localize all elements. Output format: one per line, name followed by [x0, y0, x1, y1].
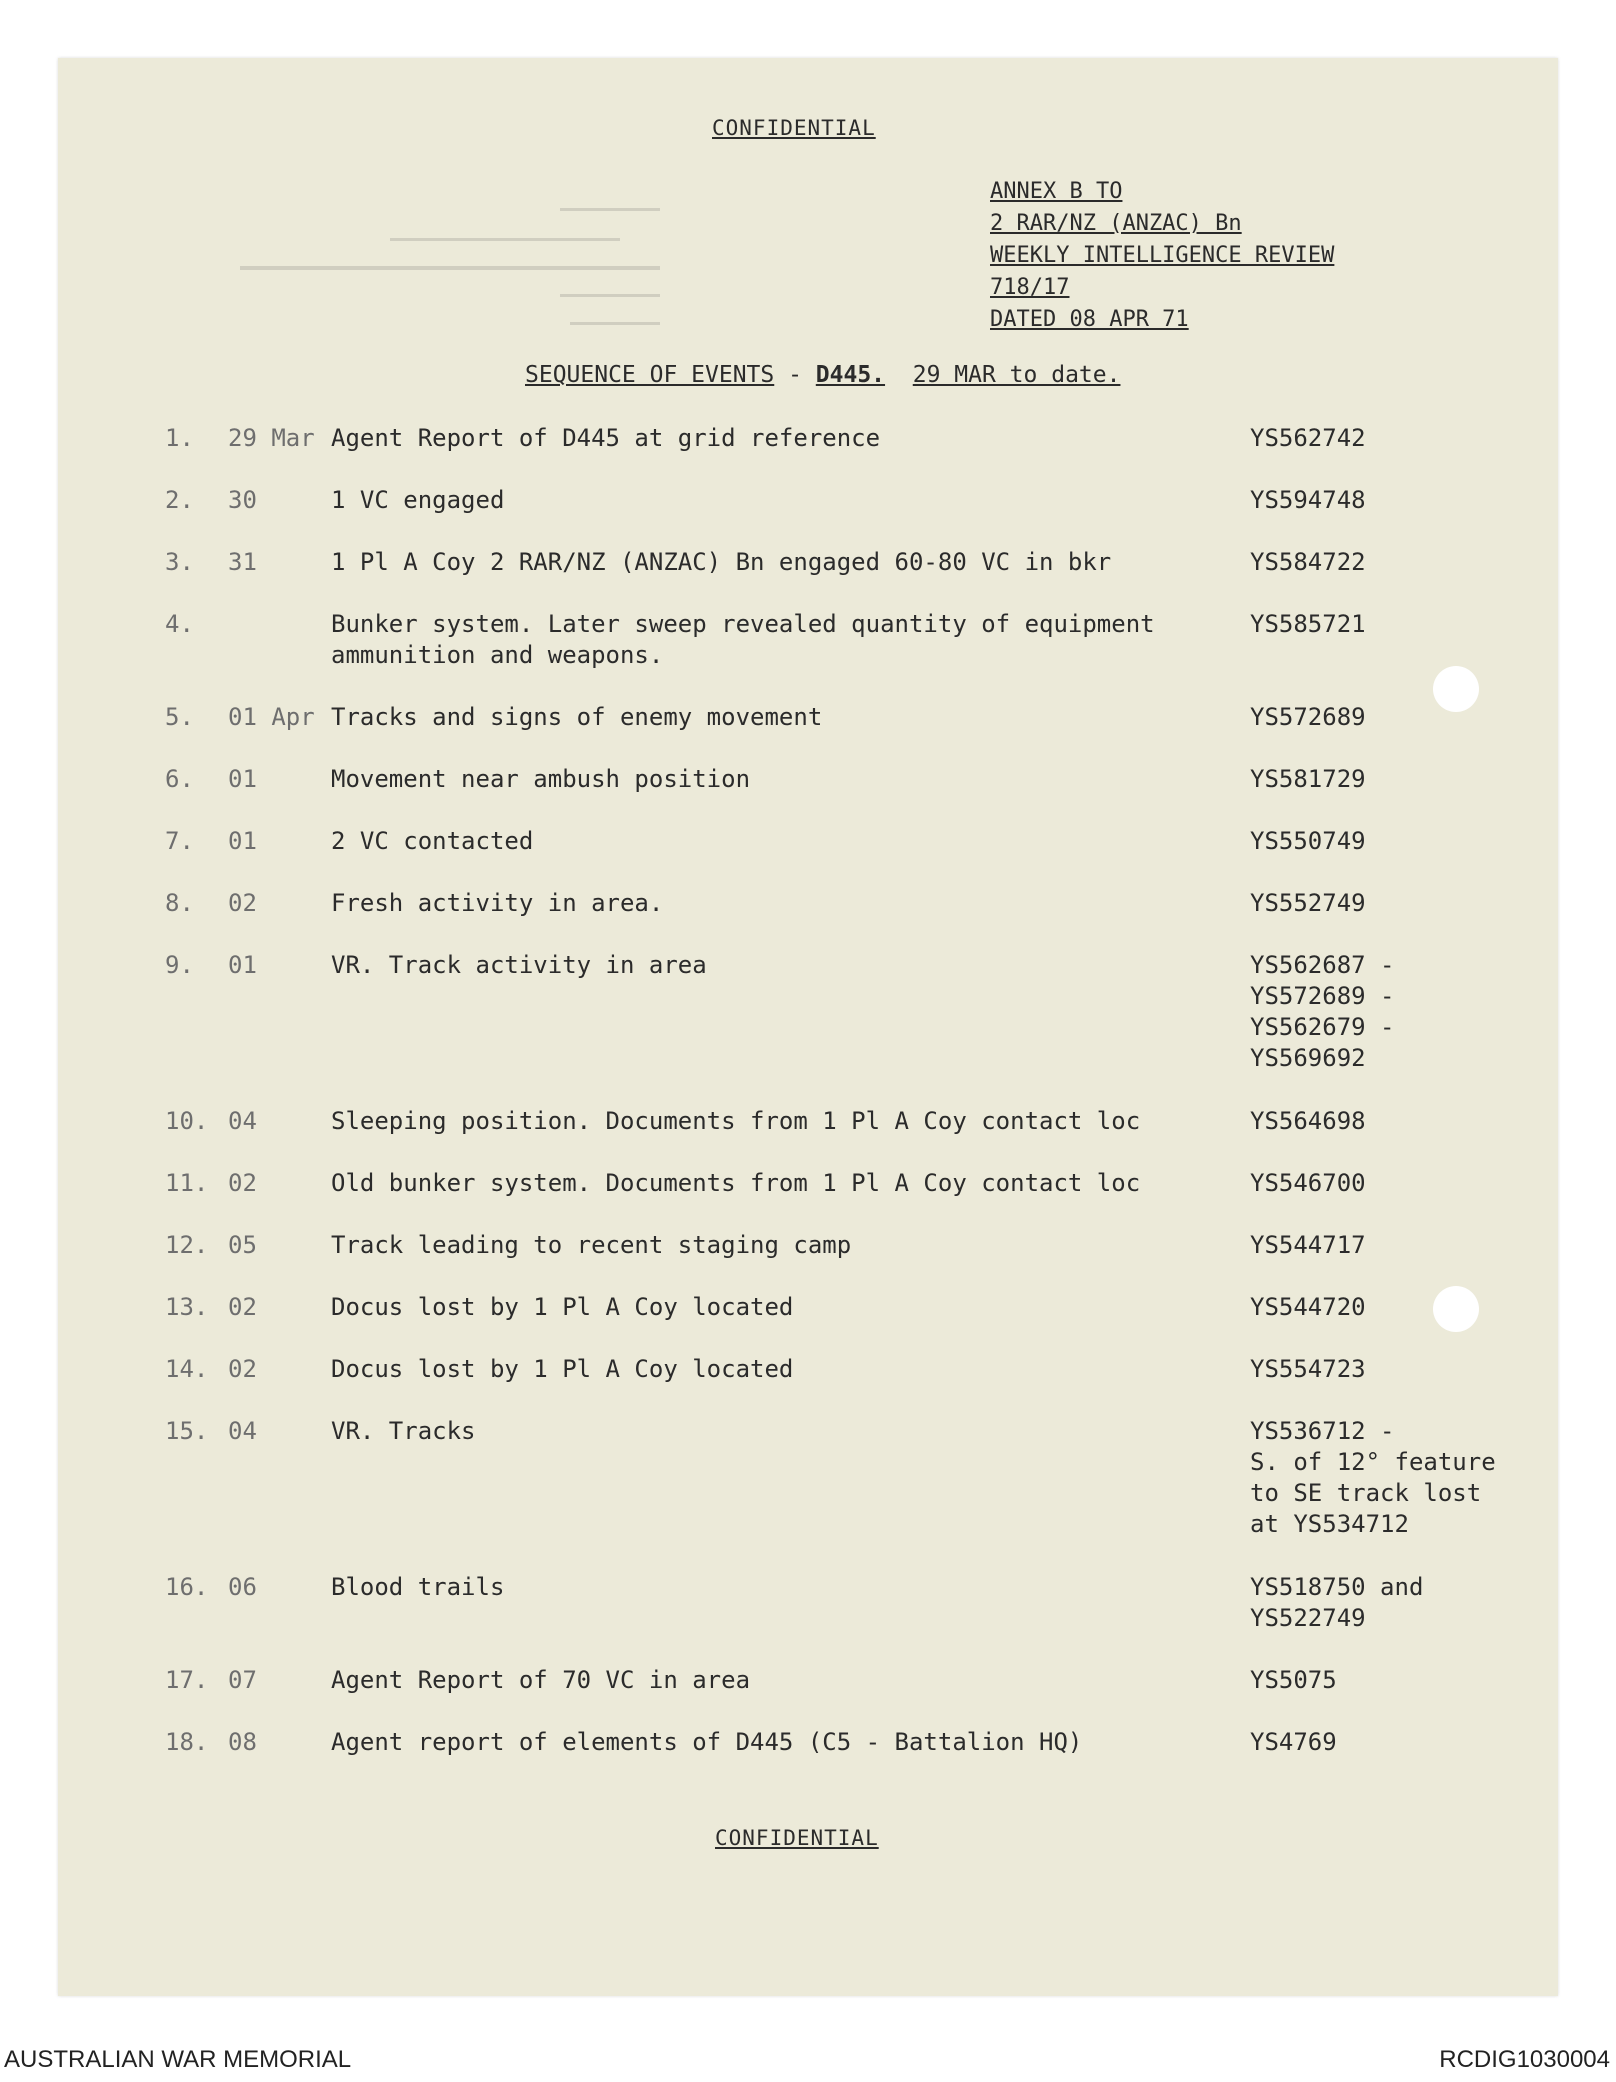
- title-prefix: SEQUENCE OF EVENTS: [525, 362, 775, 388]
- event-date: 04: [228, 1417, 257, 1445]
- event-number: 15.: [165, 1417, 209, 1445]
- event-description: Agent Report of 70 VC in area: [331, 1666, 751, 1694]
- event-number: 12.: [165, 1231, 209, 1259]
- event-description: Bunker system. Later sweep revealed quantity of equipment ammunition and weapons.: [331, 610, 1155, 669]
- event-description: Tracks and signs of enemy movement: [331, 703, 823, 731]
- event-number: 11.: [165, 1169, 209, 1197]
- event-grid-reference: YS594748: [1250, 486, 1366, 514]
- annex-line: 718/17: [990, 275, 1070, 300]
- event-number: 3.: [165, 548, 194, 576]
- event-description: Blood trails: [331, 1573, 505, 1601]
- event-number: 7.: [165, 827, 194, 855]
- event-date: 02: [228, 1355, 257, 1383]
- page-title: [525, 362, 1120, 388]
- event-date: 06: [228, 1573, 257, 1601]
- event-grid-reference: YS581729: [1250, 765, 1366, 793]
- event-number: 10.: [165, 1107, 209, 1135]
- event-number: 4.: [165, 610, 194, 638]
- annex-line: ANNEX B TO: [990, 179, 1123, 204]
- event-description: Track leading to recent staging camp: [331, 1231, 852, 1259]
- event-grid-reference: YS544720: [1250, 1293, 1366, 1321]
- event-grid-reference: YS518750 and YS522749: [1250, 1573, 1424, 1632]
- event-grid-reference: YS585721: [1250, 610, 1366, 638]
- event-description: 1 Pl A Coy 2 RAR/NZ (ANZAC) Bn engaged 60-80 VC in bkr: [331, 548, 1112, 576]
- event-grid-reference: YS552749: [1250, 889, 1366, 917]
- event-description: 1 VC engaged: [331, 486, 505, 514]
- event-date: 01: [228, 951, 257, 979]
- event-description: Old bunker system. Documents from 1 Pl A Coy contact loc: [331, 1169, 1141, 1197]
- event-description: VR. Track activity in area: [331, 951, 707, 979]
- event-description: Docus lost by 1 Pl A Coy located: [331, 1293, 794, 1321]
- title-dash: -: [774, 362, 816, 388]
- annex-reference-block: [990, 176, 1334, 336]
- event-grid-reference: YS536712 - S. of 12° feature to SE track lost at YS534712: [1250, 1417, 1496, 1538]
- event-number: 18.: [165, 1728, 209, 1756]
- event-number: 17.: [165, 1666, 209, 1694]
- classification-top: CONFIDENTIAL: [712, 116, 876, 140]
- event-date: 01 Apr: [228, 703, 315, 731]
- event-date: 30: [228, 486, 257, 514]
- punch-hole-top: [1433, 666, 1479, 712]
- show-through-marks: [240, 200, 680, 340]
- event-number: 9.: [165, 951, 194, 979]
- classification-bottom: CONFIDENTIAL: [715, 1826, 879, 1850]
- event-description: Fresh activity in area.: [331, 889, 664, 917]
- annex-date: DATED 08 APR 71: [990, 307, 1189, 332]
- footer-left: AUSTRALIAN WAR MEMORIAL: [4, 2046, 352, 2073]
- event-number: 1.: [165, 424, 194, 452]
- event-date: 04: [228, 1107, 257, 1135]
- event-number: 13.: [165, 1293, 209, 1321]
- event-date: 02: [228, 889, 257, 917]
- event-grid-reference: YS4769: [1250, 1728, 1337, 1756]
- event-date: 02: [228, 1169, 257, 1197]
- event-grid-reference: YS584722: [1250, 548, 1366, 576]
- event-date: 05: [228, 1231, 257, 1259]
- event-date: 02: [228, 1293, 257, 1321]
- event-number: 2.: [165, 486, 194, 514]
- event-grid-reference: YS562687 - YS572689 - YS562679 - YS569692: [1250, 951, 1395, 1072]
- annex-line: 2 RAR/NZ (ANZAC) Bn: [990, 211, 1242, 236]
- event-number: 16.: [165, 1573, 209, 1601]
- event-grid-reference: YS546700: [1250, 1169, 1366, 1197]
- event-date: 31: [228, 548, 257, 576]
- event-grid-reference: YS562742: [1250, 424, 1366, 452]
- event-grid-reference: YS550749: [1250, 827, 1366, 855]
- event-number: 6.: [165, 765, 194, 793]
- event-number: 8.: [165, 889, 194, 917]
- event-grid-reference: YS554723: [1250, 1355, 1366, 1383]
- title-unit: D445.: [815, 362, 886, 388]
- event-number: 5.: [165, 703, 194, 731]
- event-grid-reference: YS564698: [1250, 1107, 1366, 1135]
- event-description: VR. Tracks: [331, 1417, 476, 1445]
- punch-hole-bottom: [1433, 1286, 1479, 1332]
- event-description: Agent Report of D445 at grid reference: [331, 424, 881, 452]
- event-date: 01: [228, 827, 257, 855]
- event-grid-reference: YS572689: [1250, 703, 1366, 731]
- event-date: 29 Mar: [228, 424, 315, 452]
- event-grid-reference: YS5075: [1250, 1666, 1337, 1694]
- event-description: Agent report of elements of D445 (C5 - Battalion HQ): [331, 1728, 1083, 1756]
- title-period: 29 MAR to date.: [912, 362, 1121, 388]
- footer-right: RCDIG1030004: [1439, 2046, 1610, 2073]
- event-description: Sleeping position. Documents from 1 Pl A Coy contact loc: [331, 1107, 1141, 1135]
- event-number: 14.: [165, 1355, 209, 1383]
- event-date: 08: [228, 1728, 257, 1756]
- event-date: 07: [228, 1666, 257, 1694]
- event-grid-reference: YS544717: [1250, 1231, 1366, 1259]
- event-description: Docus lost by 1 Pl A Coy located: [331, 1355, 794, 1383]
- annex-line: WEEKLY INTELLIGENCE REVIEW: [990, 243, 1335, 268]
- event-date: 01: [228, 765, 257, 793]
- event-description: 2 VC contacted: [331, 827, 534, 855]
- event-description: Movement near ambush position: [331, 765, 751, 793]
